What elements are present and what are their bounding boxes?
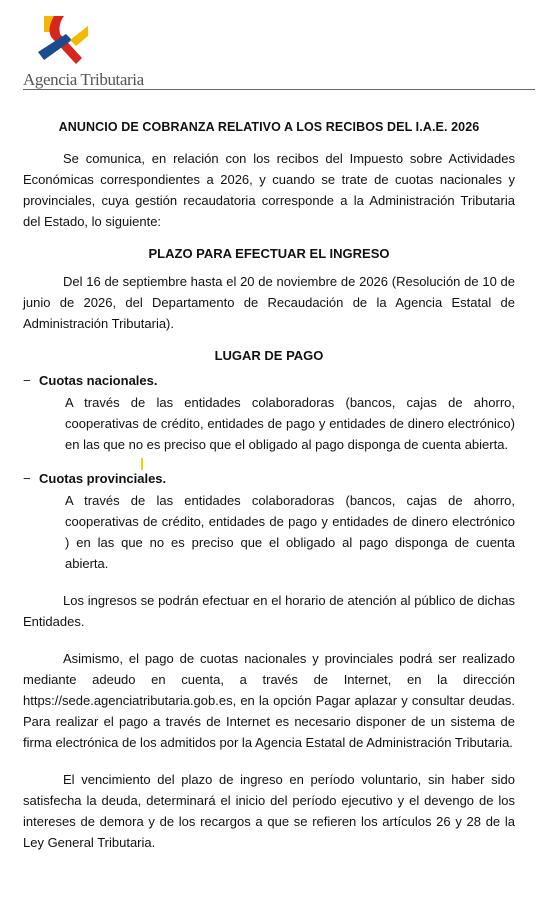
nacionales-label: Cuotas nacionales. [39,373,158,388]
document-header [0,0,548,95]
plazo-heading: PLAZO PARA EFECTUAR EL INGRESO [148,246,390,261]
horario-paragraph: Los ingresos se podrán efectuar en el horario de atención al público de dichas Entidades. [23,593,515,629]
intro-paragraph: Se comunica, en relación con los recibos del Impuesto sobre Actividades Económicas correspondientes a 2026, y cuando se trate de cuotas nacionales y provinciales, cuya gestión recaudatoria corresponde a la Administración Tributaria del Estado, lo siguiente: [23,151,515,229]
lugar-heading: LUGAR DE PAGO [214,348,324,363]
notice-title: ANUNCIO DE COBRANZA RELATIVO A LOS RECIBOS DEL I.A.E. 2026 [58,120,480,134]
dash-bullet: − [23,471,31,486]
provinciales-text: A través de las entidades colaboradoras (bancos, cajas de ahorro, cooperativas de crédito, entidades de pago y entidades de dinero electrónico ) en las que no es preciso que el obligado al pago disponga de cuenta abierta. [65,493,515,571]
agency-name: Agencia Tributaria [23,70,144,89]
agencia-tributaria-logo [36,14,90,66]
notice-body [23,120,515,853]
dash-bullet: − [23,373,31,388]
nacionales-text: A través de las entidades colaboradoras (bancos, cajas de ahorro, cooperativas de crédito, entidades de pago y entidades de dinero electrónico) en las que no es preciso que el obligado al pago disponga de cuenta abierta. [65,395,515,452]
internet-paragraph: Asimismo, el pago de cuotas nacionales y provinciales podrá ser realizado mediante adeudo en cuenta, a través de Internet, en la dirección https://sede.agenciatributaria.gob.es, en la opción Pagar aplazar y consultar deudas. Para realizar el pago a través de Internet es necesario disponer de un sistema de firma electrónica de los admitidos por la Agencia Estatal de Administración Tributaria. [23,651,515,750]
header-divider [23,89,535,90]
plazo-paragraph: Del 16 de septiembre hasta el 20 de noviembre de 2026 (Resolución de 10 de junio de 2026, del Departamento de Recaudación de la Agencia Estatal de Administración Tributaria). [23,274,515,331]
provinciales-label: Cuotas provinciales. [39,471,167,486]
nacionales-heading [23,373,515,388]
highlight-marker [141,458,143,470]
provinciales-heading [23,471,515,486]
vencimiento-paragraph: El vencimiento del plazo de ingreso en período voluntario, sin haber sido satisfecha la deuda, determinará el inicio del período ejecutivo y el devengo de los intereses de demora y de los recargos a que se refieren los artículos 26 y 28 de la Ley General Tributaria. [23,772,515,850]
